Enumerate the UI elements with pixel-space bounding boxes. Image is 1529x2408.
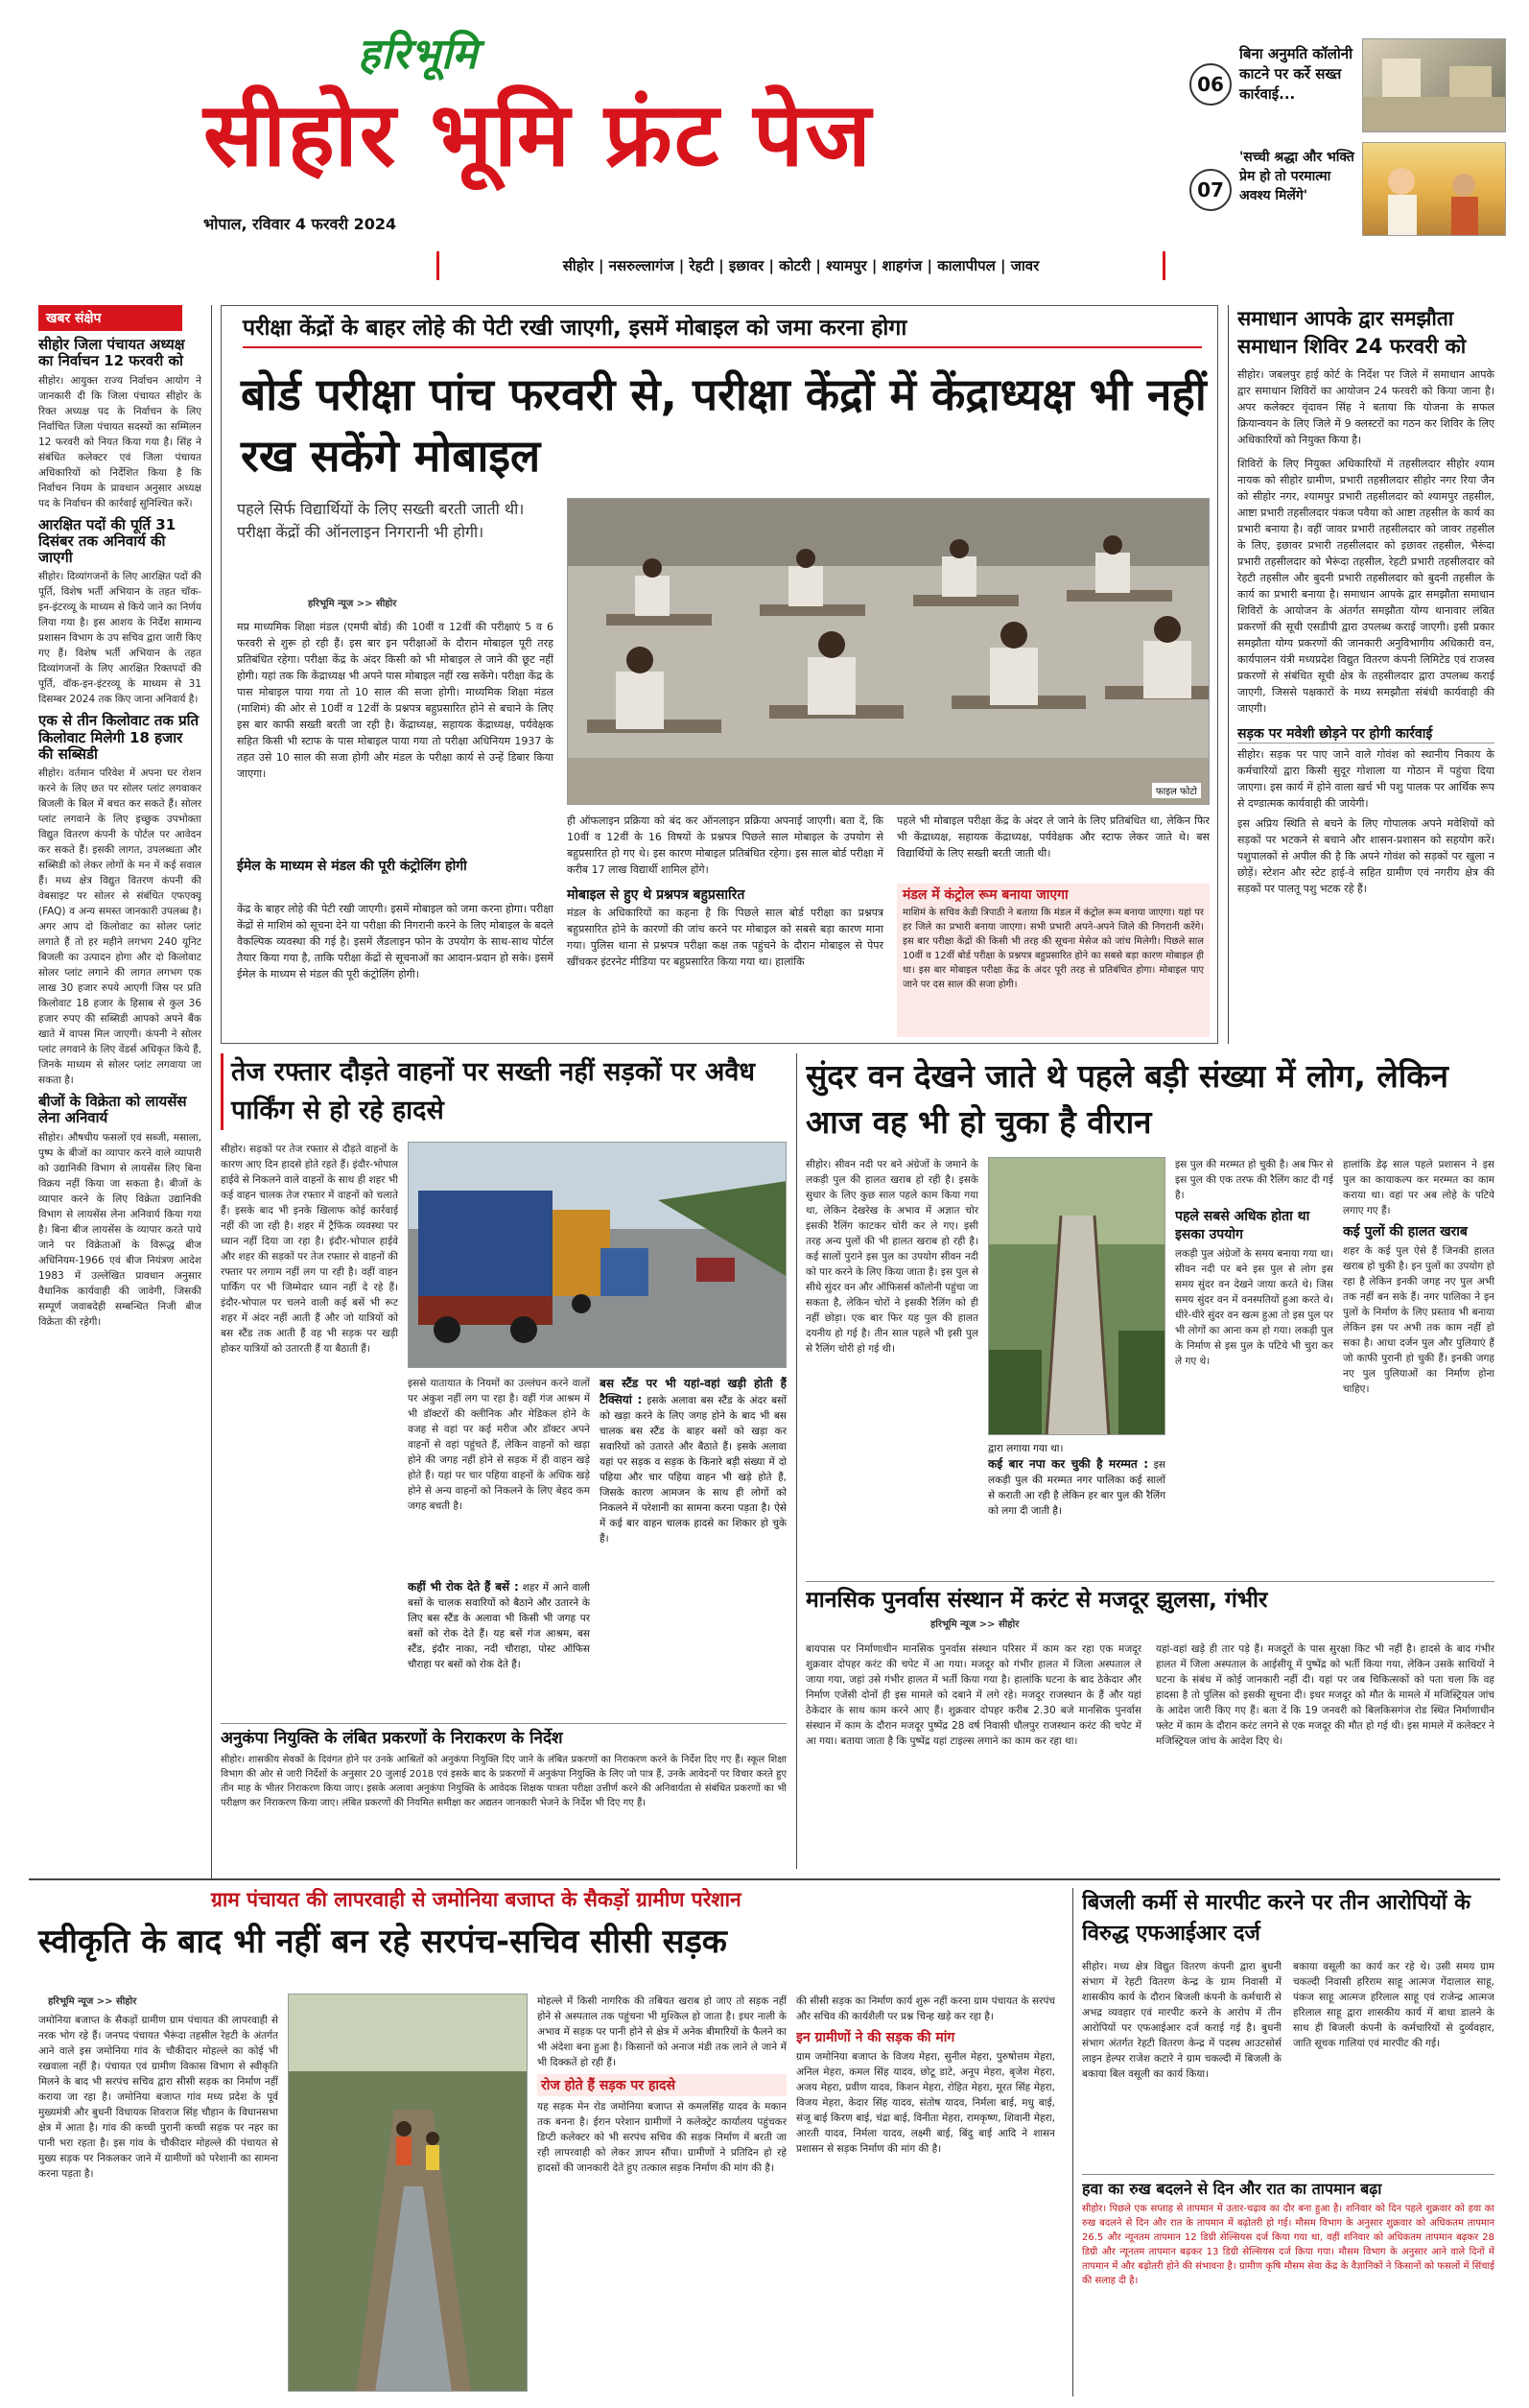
mansik-body-1: बायपास पर निर्माणाधीन मानसिक पुनर्वास संस्थान परिसर में काम कर रहा एक मजदूर शुक्रवार दोपहर करंट की चपेट में आ गया। मजदूर को गंभीर हालत में जिला अस्पताल ले जाया गया, जहां उसे गंभीर हालत में भर्ती किया गया है। हालांकि घटना के बाद ठेकेदार और निर्माण एजेंसी दोनों ही इस मामले को दबाने में लगे रहे। मजदूर राजस्थान के हैं और यहां ठेकेदार के साथ काम करने आए हैं। शुक्रवार दोपहर करीब 2.30 बजे मानसिक पुनर्वास संस्थान में काम के दौरान मजदूर पुष्पेंद्र 28 वर्ष निवासी धौलपुर राजस्थान करंट की चपेट में आ गया। बताया जाता है कि पुष्पेंद्र यहां टाइल्स लगाने का काम कर रहा था। [806,1643,1141,1747]
lead-deck: पहले सिर्फ विद्यार्थियों के लिए सख्ती बरती जाती थी। परीक्षा केंद्रों की ऑनलाइन निगरानी भी होगी। [237,500,525,541]
column-divider [211,305,212,1878]
brief-body: सीहोर। वर्तमान परिवेश में अपना घर रोशन करने के लिए छत पर सोलर प्लांट लगवाकर बिजली के बिल में बचत कर सकते हैं। सोलर प्लांट लगवाने के लिए इच्छुक उपभोक्ता विद्युत वितरण कंपनी के पोर्टल पर आवेदन कर सकते हैं। इसकी लागत, उपलब्धता और सब्सिडी को लेकर लोगों के मन में कई सवाल हैं। मध्य क्षेत्र विद्युत वितरण कंपनी की वेबसाइट पर सोलर से संबंधित एफएक्यू (FAQ) व अन्य समस्त जानकारी उपलब्ध है। अगर आप दो किलोवाट का सोलर प्लांट लगाते हैं तो हर महीने लगभग 240 यूनिट बिजली का उत्पादन होगा और दो किलोवाट सोलर प्लांट लगाने की लागत लगभग एक लाख 30 हजार रुपये आएगी जिस पर प्रति किलोवाट 18 हजार के हिसाब से कुल 36 हजार रुपए की सब्सिडी आपको अपने बैंक खाते में वापस मिल जाएगी। कंपनी ने सोलर प्लांट लगवाने के लिए वेंडर्स अधिकृत किये हैं, जिनके माध्यम से सोलर प्लांट लगवाया जा सकता है। [38,767,201,1086]
weather-story [1082,2174,1494,2396]
anukampa-headline: अनुकंपा नियुक्ति के लंबित प्रकरणों के निराकरण के निर्देश [221,1729,563,1748]
sadak-body-5: ग्राम जमोनिया बजाप्त के विजय मेहरा, सुनील मेहरा, पुरुषोत्तम मेहरा, अनिल मेहरा, कमल सिंह यादव, छोटू डाटे, अनूप मेहरा, बृजेश मेहरा, अजय मेहरा, प्रवीण यादव, किशन मेहरा, रोहित मेहरा, मूरत सिंह मेहरा, विजय मेहरा, केदार सिंह यादव, संतोष यादव, निर्मला बाई, मधु बाई, संजू बाई किरण बाई, चंद्रा बाई, विनीता मेहरा, रामकृष्ण, शिवानी मेहरा, आरती यादव, निर्मला यादव, लक्ष्मी बाई, बिंदु बाई आदि ने शासन प्रशासन से सड़क निर्माण की मांग की है। [796,2051,1055,2155]
traffic-body-3: शहर में आने वाली बसों के चालक सवारियों को बैठाने और उतारने के लिए बस स्टैंड के अलावा भी किसी भी जगह पर बसों को रोक देते हैं। यह बसें गंज आश्रम, बस स्टैंड, इंदौर नाका, नदी चौराहा, पोस्ट ऑफिस चौराहा पर बसों को रोक देते हैं। [408,1582,590,1670]
sundervan-body-1: सीहोर। सीवन नदी पर बने अंग्रेजों के जमाने के लकड़ी पुल की हालत खराब हो रही है। इसके सुधार के लिए कुछ साल पहले काम किया गया था, लेकिन देखरेख के अभाव में अज्ञात चोर इसकी रैलिंग काटकर चोरी कर ले गए। इसी तरह अन्य पुलों की भी हालत खराब हो रही है। कई सालों पुराने इस पुल का उपयोग सीवन नदी को पार करने के लिए किया जाता है। इस पुल से सीधे सुंदर वन और ऑफिसर्स कॉलोनी पहुंचा जा सकता है, लेकिन चोरों ने इसकी रैलिंग को ही नहीं छोड़ा। एक बार फिर यह पुल की हालत दयनीय हो गई है। तीन साल पहले भी इसी पुल से रैलिंग चोरी हो गई थी। [806,1159,978,1355]
town-link[interactable]: नसरुल्लागंज [608,257,674,274]
sadak-headline: स्वीकृति के बाद भी नहीं बन रहे सरपंच-सचिव सीसी सड़क [38,1923,727,1962]
sundervan-right-column [1343,1157,1494,1570]
mansik-body-2: यहां-वहां खड़े ही तार पड़े हैं। मजदूरों के पास सुरक्षा किट भी नहीं है। हादसे के बाद गंभीर हालत में जिला अस्पताल के आईसीयू में पुष्पेंद्र को भर्ती किया गया, लेकिन उसके साथियों ने घटना के संबंध में कोई जानकारी नहीं दी। यहां पर जब चिकित्सकों को पता चला कि वह हादसा है तो पुलिस को इसकी सूचना दी। इधर मजदूर को मौत के मामले में मजिस्ट्रियल जांच के आदेश जारी किए गए हैं। बता दें कि 19 जनवरी को बिलकिसगंज रोड स्थित निर्माणाधीन फ्लेट में काम के दौरान करंट लगने से एक मजदूर की मौत हो गई थी। इस मामले में कलेक्टर ने मजिस्ट्रियल जांच के आदेश दिए थे। [1156,1643,1494,1747]
traffic-body-2: इससे यातायात के नियमों का उल्लंघन करने वालों पर अंकुश नहीं लग पा रहा है। वहीं गंज आश्रम में भी डॉक्टरों की क्लीनिक और मेडिकल होने के वजह से वहां पर कई मरीज और डॉक्टर अपने वाहनों से वहां पहुंचते हैं, लेकिन वाहनों को खड़ा होने की जगह नहीं होने से सड़क में ही वाहन खड़े होते हैं। यहां पर चार पहिया वाहनों के अधिक खड़े होने से अन्य वाहनों को निकलने के लिए बेहद कम जगह बचती है। [408,1378,590,1512]
fir-headline: बिजली कर्मी से मारपीट करने पर तीन आरोपियों के विरुद्ध एफआईआर दर्ज [1082,1891,1471,1946]
anukampa-body: सीहोर। शासकीय सेवकों के दिवंगत होने पर उनके आश्रितों को अनुकंपा नियुक्ति दिए जाने के लंबित प्रकरणों का निराकरण करने के निर्देश दिए गए हैं। स्कूल शिक्षा विभाग की ओर से जारी निर्देशों के अनुसार 20 जुलाई 2018 एवं इसके बाद के प्रकरणों में अनुकंपा नियुक्ति के लिए जो पात्र हैं, उनके आवेदनों पर विचार करते हुए तीन माह के भीतर निराकरण किया जाए। इसके अलावा अनुकंपा नियुक्ति के आवेदक शिक्षक पात्रता परीक्षा उत्तीर्ण करने की अनिवार्यता से संबंधित प्रकरणों का भी परीक्षण कर निराकरण किया जाए। लंबित प्रकरणों की नियमित समीक्षा कर अद्यतन जानकारी भेजने के निर्देश भी दिए गए हैं। [221,1754,787,1808]
sundervan-photo [988,1157,1165,1435]
sadak-story [29,1888,1065,2396]
lead-story [221,305,1218,1044]
sadak-photo [288,1994,528,2392]
photo-caption: फाइल फोटो [1152,783,1201,798]
lead-byline: हरिभूमि न्यूज >> सीहोर [308,599,397,609]
lead-body-2: केंद्र के बाहर लोहे की पेटी रखी जाएगी। इसमें मोबाइल को जमा करना होगा। परीक्षा केंद्रों से माशिमं को सूचना देने या परीक्षा की निगरानी करने के लिए मोबाइल के बदले वैकल्पिक व्यवस्था की गई है। इसमें लैंडलाइन फोन के उपयोग के साथ-साथ पोर्टल तैयार किया गया है, ताकि परीक्षा केंद्रों से सूचनाओं का आदान-प्रदान हो सके। इसमें ईमेल के माध्यम से मंडल की पूरी कंट्रोलिंग होगी। [237,903,553,980]
anukampa-story [221,1723,787,1867]
brief-item [38,337,201,511]
lead-headline: बोर्ड परीक्षा पांच फरवरी से, परीक्षा केंद्रों में केंद्राध्यक्ष भी नहीं रख सकेंगे मोबाइल [241,368,1207,482]
town-link[interactable]: रेहटी [689,257,715,274]
lead-kicker: परीक्षा केंद्रों के बाहर लोहे की पेटी रखी जाएगी, इसमें मोबाइल को जमा करना होगा [243,316,1202,348]
traffic-body-1: सीहोर। सड़कों पर तेज रफ्तार से दौड़ते वाहनों के कारण आए दिन हादसे होते रहते हैं। इंदौर-भोपाल हाईवे से निकलने वाले वाहनों के साथ ही शहर भी कई वाहन चालक तेज रफ्तार में वाहनों को चलाते हैं। इसके बाद भी इनके खिलाफ कोई कार्रवाई नहीं की जा रही है। शहर में ट्रैफिक व्यवस्था पर ध्यान नहीं दिया जा रहा है। इंदौर-भोपाल हाईवे और शहर की सड़कों पर तेज रफ्तार से वाहनों की रफ्तार पर लगाम नहीं लग पा रही है। वहीं वाहन पार्किंग पर भी जिम्मेदार ध्यान नहीं दे रहे हैं। इंदौर-भोपाल पर चलने वाली कई बसें भी रूट शहर में अंदर नहीं आती हैं और जो यात्रियों को बस स्टैंड तक आती हैं वह भी सड़क पर खड़ी होकर यात्रियों को उतारती हैं या बैठाती हैं। [221,1144,398,1355]
column-divider [1072,1888,1073,2396]
caption-body: इस लकड़ी पुल की मरम्मत नगर पालिका कई सालों से कराती आ रही है लेकिन हर बार पुल की रैलिंग को लगा दी जाती है। [988,1459,1165,1517]
sundervan-story [806,1053,1494,1571]
fir-story [1082,1888,1494,2166]
lead-photo [567,498,1210,805]
teaser-number: 07 [1189,169,1232,211]
teaser-1[interactable] [1189,38,1506,134]
teaser-photo [1362,38,1506,132]
traffic-photo [408,1142,787,1368]
sadak-body-2: मोहल्ले में किसी नागरिक की तबियत खराब हो जाए तो सड़क नहीं होने से अस्पताल तक पहुंचना भी मुश्किल हो जाता है। इधर नाली के अभाव में सड़क पर पानी होने से क्षेत्र में अनेक बीमारियों के फैलने का भी अंदेशा बना हुआ है। किसानों को अनाज मंडी तक लाने ले जाने में भी दिक्कतें हो रही हैं। [537,1995,787,2068]
traffic-story [221,1053,787,1715]
sundervan-mid-column [1175,1157,1333,1570]
sadak-right-column [796,1994,1055,2392]
sundervan-headline: सुंदर वन देखने जाते थे पहले बड़ी संख्या में लोग, लेकिन आज वह भी हो चुका है वीरान [806,1057,1448,1141]
brief-headline: आरक्षित पदों की पूर्ति 31 दिसंबर तक अनिवार्य की जाएगी [38,515,176,566]
weather-body: सीहोर। पिछले एक सप्ताह से तापमान में उतार-चढ़ाव का दौर बना हुआ है। शनिवार को दिन पहले शुक्रवार को हवा का रुख बदलने से दिन और रात के तापमान में बढ़ोतरी हो गई। मौसम विभाग के अनुसार शुक्रवार को अधिकतम तापमान 26.5 और न्यूनतम तापमान 12 डिग्री सेल्सियस दर्ज किया गया था, वहीं शनिवार को अधिकतम तापमान बढ़कर 28 डिग्री और न्यूनतम तापमान बढ़कर 13 डिग्री सेल्सियस दर्ज किया गया। मौसम विभाग के अनुसार आने वाले दिनों में तापमान में और बढ़ोतरी होने की संभावना है। ग्रामीण कृषि मौसम सेवा केंद्र के वैज्ञानिकों ने किसानों को फसलों में सिंचाई की सलाह दी है। [1082,2204,1494,2287]
town-link[interactable]: कालापीपल [937,257,996,274]
weather-headline: हवा का रुख बदलने से दिन और रात का तापमान बढ़ा [1082,2180,1382,2198]
brief-headline: बीजों के विक्रेता को लायसेंस लेना अनिवार्य [38,1093,187,1127]
lead-body-1: मप्र माध्यमिक शिक्षा मंडल (एमपी बोर्ड) की 10वीं व 12वीं की परीक्षाएं 5 व 6 फरवरी से शुरू हो रही हैं। इस बार इन परीक्षाओं के दौरान मोबाइल पूरी तरह प्रतिबंधित रहेगा। परीक्षा केंद्र के अंदर किसी को भी मोबाइल ले जाने की छूट नहीं होगी। यहां तक कि केंद्राध्यक्ष भी अपने पास मोबाइल नहीं रख सकेंगे। परीक्षा केंद्र के पास मोबाइल पाया गया तो 10 साल की सजा होगी। माध्यमिक शिक्षा मंडल (माशिमं) की ओर से 10वीं व 12वीं के प्रश्नपत्र बहुप्रसारित होने से बचाने के लिए इस बार काफी सख्ती बरती जा रही है। केंद्राध्यक्ष, सहायक केंद्राध्यक्ष, पर्यवेक्षक सहित किसी भी स्टाफ के पास मोबाइल पाया गया तो परीक्षा अधिनियम 1937 के तहत उसे 10 साल की सजा होगी और मंडल के परीक्षा कार्य से उन्हें डिबार किया जाएगा। [237,621,553,780]
fir-body-1: सीहोर। मध्य क्षेत्र विद्युत वितरण कंपनी द्वारा बुधनी संभाग में रेहटी वितरण केन्द्र के ग्राम निवासी में शासकीय कार्य के दौरान बिजली कंपनी के कर्मचारी से अभद्र व्यवहार एवं मारपीट करने के आरोप में तीन आरोपियों पर एफआईआर दर्ज कराई गई है। बुधनी संभाग अंतर्गत रेहटी वितरण केन्द्र में पदस्थ आउटसोर्स लाइन हेल्पर राजेश कटारे ने ग्राम चकल्दी में बिजली के बकाया बिल वसूली का कार्य किया। [1082,1961,1282,2080]
lead-body-5: पहले भी मोबाइल परीक्षा केंद्र के अंदर ले जाने के लिए प्रतिबंधित था, लेकिन फिर भी केंद्राध्यक्ष, सहायक केंद्राध्यक्ष, पर्यवेक्षक और स्टाफ लेकर जाते थे। बस विद्यार्थियों के लिए सख्ती बरती जाती थी। [897,814,1210,860]
brief-body: सीहोर। दिव्यांगजनों के लिए आरक्षित पदों की पूर्ति, विशेष भर्ती अभियान के तहत चॉक-इन-इंटरव्यू के माध्यम से किये जाने का निर्णय लिया गया है। इस आशय के निर्देश सामान्य प्रशासन विभाग के उप सचिव द्वारा जारी किए गए हैं। विशेष भर्ती अभियान के तहत दिव्यांगजनों के लिए आरक्षित रिक्तपदों की पूर्ति, वॉक-इन-इंटरव्यू के माध्यम से 31 दिसम्बर 2024 तक किए जाना अनिवार्य है। [38,571,201,706]
page-title: सीहोर भूमि फ्रंट पेज [203,83,873,186]
box-body: माशिमं के सचिव केडी त्रिपाठी ने बताया कि मंडल में कंट्रोल रूम बनाया जाएगा। यहां पर हर जिले का प्रभारी बनाया जाएगा। सभी प्रभारी अपने-अपने जिले की निगरानी करेंगे। इस बार परीक्षा केंद्रों की किसी भी तरह की सूचना मेसेज को जांच मिलेगी। पिछले साल 10वीं व 12वीं बोर्ड परीक्षा के प्रश्नपत्र बहुप्रसारित होने का सबसे बड़ा कारण मोबाइल ही था। इस बार मोबाइल परीक्षा केंद्र के अंदर पूरी तरह से प्रतिबंधित होगा। मोबाइल पाए जाने पर दस साल की सजा होगी। [903,908,1204,991]
sundervan-body-2: इस पुल की मरम्मत हो चुकी है। अब फिर से इस पुल की एक तरफ की रैलिंग काट दी गई है। [1175,1159,1333,1201]
traffic-subhead-1: कहीं भी रोक देते हैं बसें : [408,1580,519,1594]
teaser-text: बिना अनुमति कॉलोनी काटने पर कर्रे सख्त कार्रवाई... [1239,45,1353,103]
sundervan-body-3: लकड़ी पुल अंग्रेजों के समय बनाया गया था। सीवन नदी पर बने इस पुल से लोग इस समय सुंदर वन देखने जाया करते थे। जिस समय सुंदर वन में वनस्पतियों हुआ करते थे। धीरे-धीरे सुंदर वन खत्म हुआ तो इस पुल पर भी लोगों का आना कम हो गया। लकड़ी पुल के निर्माण से इस पुल के पटिये भी चुरा कर ले गए थे। [1175,1248,1333,1367]
sadak-body-1: जमोनिया बजाप्त के सैकड़ों ग्रामीण ग्राम पंचायत की लापरवाही से नरक भोग रहे हैं। जनपद पंचायत भैरूंदा तहसील रेहटी के अंतर्गत आने वाले इस जमोनिया गांव के चौकीदार मोहल्ले का कोई भी रखवाला नहीं है। पंचायत एवं ग्रामीण विकास विभाग से स्वीकृति मिलने के बाद भी सरपंच सचिव द्वारा सीसी सड़क का निर्माण नहीं कराया जा रहा है। जमोनिया बजाप्त गांव मध्य प्रदेश के पूर्व मुख्यमंत्री और बुधनी विधायक शिवराज सिंह चौहान के विधानसभा क्षेत्र में आता है। गांव की कच्ची पुरानी कच्ची सड़क पर नहर का पानी भरा रहता है। इस गांव के चौकीदार मोहल्ले की पंचायत से मुख्य सड़क पर निकलकर जाने में ग्रामीणों को परेशानी का सामना करना पड़ता है। [38,2015,278,2180]
mansik-story [806,1581,1494,1869]
sadak-byline: हरिभूमि न्यूज >> सीहोर [48,1996,137,2007]
samadhan-body-1: सीहोर। जबलपुर हाई कोर्ट के निर्देश पर जिले में समाधान आपके द्वार समाधान शिविरों का आयोजन 24 फरवरी को किया जाना है। अपर कलेक्टर वृंदावन सिंह ने बताया कि योजना के सफल क्रियान्वयन के लिए जिले में 9 क्लस्टरों का गठन कर शिविर के लिए अधिकारियों को नियुक्त किया है। [1237,368,1494,446]
town-link[interactable]: सीहोर [562,257,594,274]
sadak-subhead-2: इन ग्रामीणों ने की सड़क की मांग [796,2030,955,2045]
brand-logo: हरिभूमि [358,30,479,79]
brief-item [38,713,201,1088]
brief-body: सीहोर। औषधीय फसलों एवं सब्जी, मसाला, पुष्प के बीजों का व्यापार करने वाले व्यापारी को उद्यानिकी विभाग से लायसेंस लिए बिना विक्रय नहीं किया जा सकता है। बीजों के व्यापार करने के लिए विक्रेता उद्यानिकी विभाग से लायसेंस लेना अनिवार्य किया गया है। बिना बीज लायसेंस के व्यापार करते पाये जाने पर विक्रेताओं के विरूद्ध बीज अधिनियम-1966 एवं बीज नियंत्रण आदेश 1983 में उल्लेखित प्रावधान अनुसार वैधानिक कार्यवाही की जावेगी, जिसकी सम्पूर्ण जवाबदेही सम्बन्धित निजी बीज विक्रेता की रहेगी। [38,1131,201,1328]
lead-body-4: मंडल के अधिकारियों का कहना है कि पिछले साल बोर्ड परीक्षा का प्रश्नपत्र बहुप्रसारित होने के कारणों की जांच करने पर मोबाइल को सबसे बड़ा कारण माना गया। पुलिस थाना से प्रश्नपत्र परीक्षा कक्ष तक पहुंचने के दौरान मोबाइल से पेपर खींचकर इंटरनेट मीडिया पर बहुप्रसारित किया गया था। हालांकि [567,907,883,968]
town-link[interactable]: शाहगंज [882,257,923,274]
sundervan-subhead-2: कई पुलों की हालत खराब [1343,1224,1468,1239]
column-divider [796,1053,797,1869]
town-link[interactable]: जावर [1010,257,1040,274]
lead-subhead-2: मोबाइल से हुए थे प्रश्नपत्र बहुप्रसारित [567,887,745,903]
town-link[interactable]: कोटरी [779,257,812,274]
brief-label: खबर संक्षेप [38,305,182,331]
brief-headline: एक से तीन किलोवाट तक प्रति किलोवाट मिलेगी 18 हजार की सब्सिडी [38,712,200,763]
mansik-byline: हरिभूमि न्यूज >> सीहोर [930,1619,1020,1631]
sundervan-body-5: शहर के कई पुल ऐसे हैं जिनकी हालत खराब हो चुकी है। इन पुलों का उपयोग हो रहा है लेकिन इनकी जगह नए पुल अभी तक नहीं बन सके हैं। नगर पालिका ने इन पुलों के निर्माण के लिए प्रस्ताव भी बनाया लेकिन इस पर अभी तक काम नहीं हो सका है। आधा दर्जन पुल और पुलियाएं हैं जो काफी पुरानी हो चुकी हैं। इनकी जगह नए पुल पुलियाओं का निर्माण होना चाहिए। [1343,1245,1494,1395]
sadak-mid-column [537,1994,787,2392]
teaser-text: 'सच्ची श्रद्धा और भक्ति प्रेम हो तो परमात्मा अवश्य मिलेंगे' [1239,150,1354,203]
samadhan-subhead: सड़क पर मवेशी छोड़ने पर होगी कार्रवाई [1237,724,1494,744]
samadhan-story [1237,305,1494,1044]
column-divider [1228,305,1229,1044]
news-brief-column [38,305,201,1878]
brief-item [38,517,201,708]
lead-subhead-1: ईमेल के माध्यम से मंडल की पूरी कंट्रोलिंग होगी [237,859,467,874]
masthead [0,0,1529,288]
samadhan-body-2: शिविरों के लिए नियुक्त अधिकारियों में तहसीलदार सीहोर श्याम नायक को सीहोर ग्रामीण, प्रभारी तहसीलदार सीहोर नगर रिया जैन को सीहोर नगर, श्यामपुर प्रभारी तहसीलदार को श्यामपुर तहसील, आष्टा प्रभारी तहसीलदार पंकज पवैया को आष्टा तहसील के कार्य का प्रभारी बनाया है। वहीं जावर प्रभारी तहसीलदार को जावर तहसील के लिए, इछावर प्रभारी तहसीलदार को इछावर तहसील, भैरूंदा प्रभारी तहसीलदार को भैरूंदा तहसील, रेहटी प्रभारी तहसीलदार को रेहटी तहसील और बुदनी प्रभारी तहसीलदार को बुदनी तहसील के कार्य का प्रभारी बनाया है। समाधान आपके द्वार समझौता समाधान शिविरों के आयोजन के अंतर्गत समझौता योग्य थानावार लंबित प्रकरणों की सूची एसडीपी द्वारा उपलब्ध कराई जाएगी। इसी प्रकार समझौता योग्य प्रकरणों की जानकारी अनुविभागीय अधिकारी वन, कार्यपालन यंत्री मध्यप्रदेश विद्युत वितरण कंपनी लिमिटेड एवं राजस्व प्रकरणों से संबंधित सूची क्षेत्र के तहसीलदार द्वारा उपलब्ध कराई जाएगी, जिससे पक्षकारों के मध्य समझौता संबंधी कार्यवाही की जाएगी। [1237,458,1494,715]
teaser-number: 06 [1189,63,1232,106]
brief-item [38,1094,201,1330]
samadhan-body-4: इस अप्रिय स्थिति से बचने के लिए गोपालक अपने मवेशियों को सड़कों पर भटकने से बचाने और शासन-प्रशासन को सहयोग करें। पशुपालकों से अपील की है कि अपने गोवंश को सड़कों पर खुला न छोड़ें। स्टेशन और स्टेट हाई-वे सहित ग्रामीण एवं नगरीय क्षेत्र की सड़कों पर पालतू पशु भटक रहे हैं। [1237,817,1494,895]
sadak-kicker: ग्राम पंचायत की लापरवाही से जमोनिया बजाप्त के सैकड़ों ग्रामीण परेशान [211,1888,741,1911]
traffic-body-4: इसके अलावा बस स्टैंड के अंदर बसों को खड़ा करने के लिए जगह होने के बाद भी बस चालक बस स्टैंड के बाहर बसों को खड़ा कर सवारियों को उतारते और बैठाते हैं। इसके अलावा यहां पर सड़क व सड़क के किनारे बड़ी संख्या में दो पहिया और चार पहिया वाहन भी खड़े होते हैं, जिसके कारण आमजन के साथ ही लोगों को निकलने में परेशानी का सामना करना पड़ता है। ऐसे में कई बार वाहन चालक हादसे का शिकार हो चुके हैं। [600,1395,787,1545]
box-title: मंडल में कंट्रोल रूम बनाया जाएगा [903,887,1069,903]
lead-body-3: ही ऑफलाइन प्रक्रिया को बंद कर ऑनलाइन प्रक्रिया अपनाई जाएगी। बता दें, कि 10वीं व 12वीं के 16 विषयों के प्रश्नपत्र पिछले साल मोबाइल के उपयोग से बहुप्रसारित हो गए थे। इस कारण मोबाइल प्रतिबंधित रहेगा। इस साल बोर्ड परीक्षा में करीब 17 लाख विद्यार्थी शामिल होंगे। [567,814,883,876]
caption-head: कई बार नपा कर चुकी है मरम्मत : [988,1457,1149,1471]
teaser-2[interactable] [1189,142,1506,238]
caption-lead: द्वारा लगाया गया था। [988,1443,1064,1454]
sundervan-subhead-1: पहले सबसे अधिक होता था इसका उपयोग [1175,1209,1310,1242]
sundervan-body-4: हालांकि डेढ़ साल पहले प्रशासन ने इस पुल का कायाकल्प कर मरम्मत का काम कराया था। वहां पर अब लोहे के पटिये लगाए गए हैं। [1343,1159,1494,1216]
section-divider [29,1878,1500,1880]
mansik-headline: मानसिक पुनर्वास संस्थान में करंट से मजदूर झुलसा, गंभीर [806,1588,1268,1613]
fir-body-2: बकाया वसूली का कार्य कर रहे थे। उसी समय ग्राम चकल्दी निवासी हरिराम साहू आत्मज गेंदालाल साहू, पंकज साहू आत्मज हरिलाल साहू एवं राजेन्द्र आत्मज हरिलाल साहू द्वारा शासकीय कार्य में बाधा डालने के साथ ही बिजली कंपनी के कर्मचारियों से दुर्व्यवहार, जाति सूचक गालियां एवं मारपीट की गई। [1293,1961,1494,2049]
sadak-subhead-1: रोज होते हैं सड़क पर हादसे [537,2074,787,2096]
sadak-body-3: यह सड़क मेन रोड जमोनिया बजाप्त से कमलसिंह यादव के मकान तक बनना है। ईरान परेशान ग्रामीणों ने कलेक्ट्रेट कार्यालय पहुंचकर डिप्टी कलेक्टर को भी सरपंच सचिव की सड़क निर्माण में बरती जा रही लापरवाही को लेकर ज्ञापन सौंपा। ग्रामीणों ने प्रतिदिन हो रहे हादसों की जानकारी देते हुए तत्काल सड़क निर्माण की मांग की है। [537,2101,787,2174]
control-room-box [897,884,1210,1037]
samadhan-headline: समाधान आपके द्वार समझौता समाधान शिविर 24 फरवरी को [1237,307,1467,358]
town-link[interactable]: इछावर [728,257,764,274]
teaser-photo [1362,142,1506,236]
town-link[interactable]: श्यामपुर [826,257,867,274]
towns-bar: सीहोर | नसरुल्लागंज | रेहटी | इछावर | कोटरी | श्यामपुर | शाहगंज | कालापीपल | जावर [436,251,1165,280]
sadak-body-4: की सीसी सड़क का निर्माण कार्य शुरू नहीं करना ग्राम पंचायत के सरपंच और सचिव की कार्यशैली पर प्रश्न चिन्ह खड़े कर रहा है। [796,1995,1055,2022]
dateline: भोपाल, रविवार 4 फरवरी 2024 [203,215,397,233]
traffic-headline: तेज रफ्तार दौड़ते वाहनों पर सख्ती नहीं सड़कों पर अवैध पार्किंग से हो रहे हादसे [221,1053,787,1130]
brief-headline: सीहोर जिला पंचायत अध्यक्ष का निर्वाचन 12 फरवरी को [38,336,185,370]
brief-body: सीहोर। आयुक्त राज्य निर्वाचन आयोग ने जानकारी दी कि जिला पंचायत सीहोर के रिक्त अध्यक्ष पद के निर्वाचन के लिए निर्वाचित जिला पंचायत सदस्यों का सम्मिलन 12 फरवरी को नियत किया गया है। सिंह ने संबंधित कलेक्टर एवं जिला पंचायत अधिकारियों को निर्देशित किया है कि निर्वाचन नियम के प्रावधान अनुसार अध्यक्ष पद के निर्वाचन की कार्रवाई सुनिश्चित करें। [38,374,201,509]
traffic-taxi-block [600,1376,787,1713]
traffic-bus-block [408,1579,590,1713]
sundervan-caption [988,1441,1165,1519]
traffic-subhead-2: बस स्टैंड पर भी यहां-वहां खड़ी होती हैं टैक्सियां : [600,1377,787,1406]
samadhan-body-3: सीहोर। सड़क पर पाए जाने वाले गोवंश को स्थानीय निकाय के कर्मचारियों द्वारा किसी सुदूर गोशाला या गोठान में पहुंचा दिया जाएगा। इस कार्य में होने वाला खर्च भी पशु पालक पर आर्थिक रूप से दण्डात्मक कार्यवाही की जायेगी। [1237,748,1494,810]
